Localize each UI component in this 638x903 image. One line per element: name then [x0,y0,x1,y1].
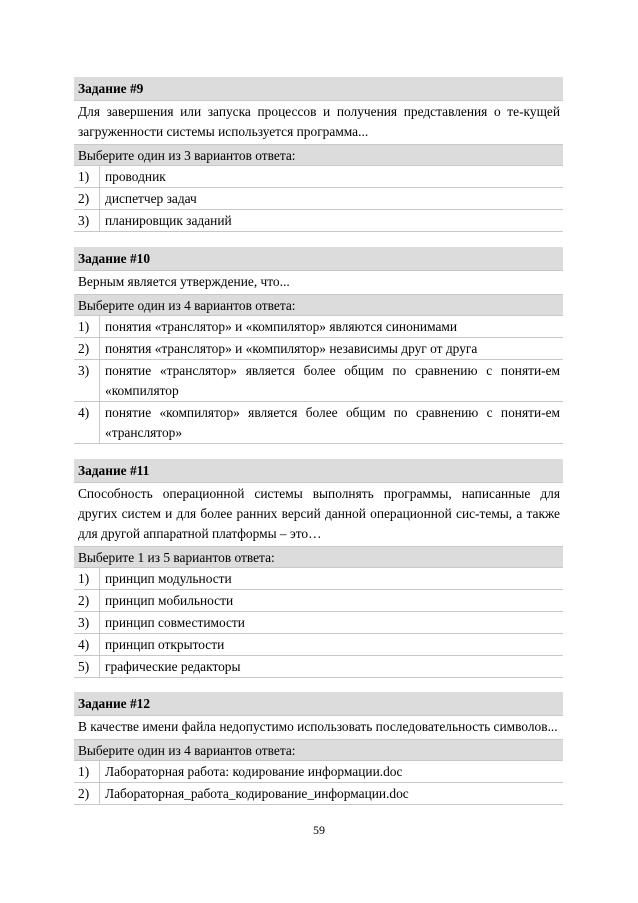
option-number: 1) [74,568,100,589]
option-text: графические редакторы [105,659,241,674]
answer-option[interactable] [74,316,563,338]
page-number: 59 [313,823,325,837]
option-text: понятие «компилятор» является более общим по сравнению с поняти-ем «транслятор» [105,405,560,440]
task-question: В качестве имени файла недопустимо использовать последовательность символов... [74,716,563,740]
answer-option[interactable] [74,402,563,444]
answer-option[interactable] [74,634,563,656]
answer-option[interactable] [74,656,563,678]
option-number: 2) [74,188,100,209]
option-number: 2) [74,590,100,611]
option-text: проводник [105,169,166,184]
task-11 [74,459,563,678]
task-title: Задание #11 [74,459,563,483]
option-text: диспетчер задач [105,191,197,206]
option-number: 3) [74,210,100,231]
task-instruction: Выберите 1 из 5 вариантов ответа: [74,547,563,568]
option-text: Лабораторная_работа_кодирование_информации.doc [105,786,409,801]
answer-option[interactable] [74,568,563,590]
answer-option[interactable] [74,338,563,360]
option-number: 1) [74,761,100,782]
answer-option[interactable] [74,166,563,188]
option-number: 1) [74,316,100,337]
option-number: 2) [74,338,100,359]
option-text: принцип открытости [105,637,225,652]
option-text: принцип модульности [105,571,232,586]
task-title: Задание #10 [74,247,563,271]
answer-option[interactable] [74,210,563,232]
option-number: 3) [74,360,100,401]
task-question: Способность операционной системы выполнять программы, написанные для других систем и для более ранних версий данной операционной сис-темы, а также для другой аппаратной платформы – это… [74,483,563,547]
answer-option[interactable] [74,188,563,210]
answer-option[interactable] [74,590,563,612]
option-text: принцип мобильности [105,593,234,608]
answer-option[interactable] [74,360,563,402]
task-question: Для завершения или запуска процессов и получения представления о те-кущей загруженности системы используется программа... [74,101,563,145]
task-instruction: Выберите один из 4 вариантов ответа: [74,295,563,316]
task-12 [74,692,563,805]
task-10 [74,247,563,444]
answer-option[interactable] [74,612,563,634]
option-text: планировщик заданий [105,213,232,228]
task-instruction: Выберите один из 3 вариантов ответа: [74,145,563,166]
option-number: 4) [74,402,100,443]
option-number: 1) [74,166,100,187]
option-text: понятие «транслятор» является более общим по сравнению с поняти-ем «компилятор [105,363,560,398]
answer-option[interactable] [74,783,563,805]
option-number: 4) [74,634,100,655]
answer-option[interactable] [74,761,563,783]
option-text: понятия «транслятор» и «компилятор» являются синонимами [105,319,458,334]
task-title: Задание #12 [74,692,563,716]
task-title: Задание #9 [74,77,563,101]
option-text: понятия «транслятор» и «компилятор» независимы друг от друга [105,341,478,356]
task-9 [74,77,563,232]
option-number: 5) [74,656,100,677]
task-instruction: Выберите один из 4 вариантов ответа: [74,740,563,761]
option-number: 3) [74,612,100,633]
task-question: Верным является утверждение, что... [74,271,563,295]
option-text: Лабораторная работа: кодирование информации.doc [105,764,403,779]
option-number: 2) [74,783,100,804]
option-text: принцип совместимости [105,615,245,630]
